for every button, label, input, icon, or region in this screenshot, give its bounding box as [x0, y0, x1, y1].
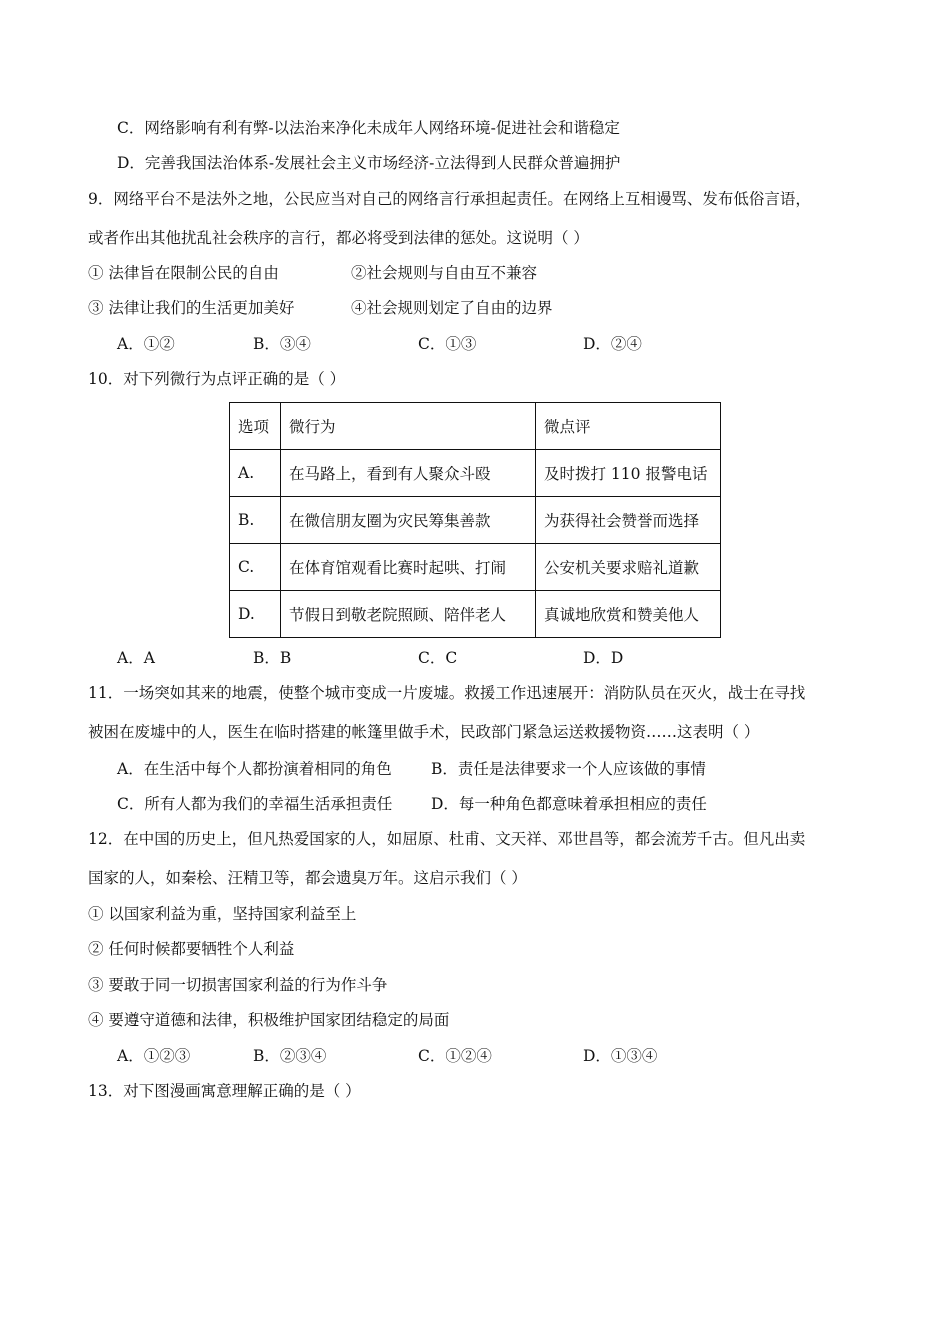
q12-choice-c[interactable]: C．①②④: [418, 1047, 492, 1065]
q9-statement-4: ④社会规则划定了自由的边界: [351, 299, 553, 317]
table-header-cell: 微行为: [281, 403, 536, 450]
q9-choice-c[interactable]: C．①③: [418, 335, 477, 353]
table-cell: A.: [230, 450, 281, 497]
table-row: [230, 450, 721, 497]
table-cell: 节假日到敬老院照顾、陪伴老人: [281, 591, 536, 638]
q11-option-b[interactable]: B．责任是法律要求一个人应该做的事情: [431, 760, 706, 778]
q10-choice-b[interactable]: B．B: [253, 649, 292, 667]
q11-stem-line1: 11．一场突如其来的地震，使整个城市变成一片废墟。救援工作迅速展开：消防队员在灭火，战士在寻找: [88, 684, 806, 702]
table-header-row: [230, 403, 721, 450]
table-header-cell: 微点评: [536, 403, 721, 450]
q13-stem: 13．对下图漫画寓意理解正确的是（ ）: [88, 1082, 361, 1100]
q9-statement-3: ③ 法律让我们的生活更加美好: [88, 299, 295, 317]
q11-option-c[interactable]: C．所有人都为我们的幸福生活承担责任: [117, 795, 393, 813]
table-cell: 公安机关要求赔礼道歉: [536, 544, 721, 591]
table-row: [230, 544, 721, 591]
table-cell: D.: [230, 591, 281, 638]
q11-option-d[interactable]: D．每一种角色都意味着承担相应的责任: [431, 795, 707, 813]
q9-stem-line2: 或者作出其他扰乱社会秩序的言行，都必将受到法律的惩处。这说明（ ）: [88, 229, 589, 247]
q9-statement-1: ① 法律旨在限制公民的自由: [88, 264, 279, 282]
q12-stem-line2: 国家的人，如秦桧、汪精卫等，都会遗臭万年。这启示我们（ ）: [88, 869, 527, 887]
q12-choice-a[interactable]: A．①②③: [117, 1047, 191, 1065]
q12-choice-b[interactable]: B．②③④: [253, 1047, 327, 1065]
q10-stem: 10．对下列微行为点评正确的是（ ）: [88, 370, 346, 388]
q11-stem-line2: 被困在废墟中的人，医生在临时搭建的帐篷里做手术，民政部门紧急运送救援物资……这表明（ ）: [88, 723, 760, 741]
q9-choice-a[interactable]: A．①②: [117, 335, 175, 353]
table-cell: 在体育馆观看比赛时起哄、打闹: [281, 544, 536, 591]
table-cell: 在马路上，看到有人聚众斗殴: [281, 450, 536, 497]
q12-choice-d[interactable]: D．①③④: [583, 1047, 658, 1065]
q9-choice-d[interactable]: D．②④: [583, 335, 642, 353]
table-cell: 及时拨打 110 报警电话: [536, 450, 721, 497]
q10-choice-c[interactable]: C．C: [418, 649, 458, 667]
table-cell: 真诚地欣赏和赞美他人: [536, 591, 721, 638]
table-cell: B.: [230, 497, 281, 544]
q12-statement-4: ④ 要遵守道德和法律，积极维护国家团结稳定的局面: [88, 1011, 450, 1029]
q12-statement-1: ① 以国家利益为重，坚持国家利益至上: [88, 905, 357, 923]
q12-statement-2: ② 任何时候都要牺牲个人利益: [88, 940, 295, 958]
q11-option-a[interactable]: A．在生活中每个人都扮演着相同的角色: [117, 760, 392, 778]
table-row: [230, 497, 721, 544]
q10-choice-a[interactable]: A．A: [117, 649, 155, 667]
table-cell: C.: [230, 544, 281, 591]
q8-option-c: C．网络影响有利有弊-以法治来净化未成年人网络环境-促进社会和谐稳定: [117, 119, 620, 137]
q9-stem-line1: 9．网络平台不是法外之地，公民应当对自己的网络言行承担起责任。在网络上互相谩骂、发布低俗言语，: [88, 190, 811, 208]
table-cell: 为获得社会赞誉而选择: [536, 497, 721, 544]
table-cell: 在微信朋友圈为灾民筹集善款: [281, 497, 536, 544]
q12-statement-3: ③ 要敢于同一切损害国家利益的行为作斗争: [88, 976, 388, 994]
q9-statement-2: ②社会规则与自由互不兼容: [351, 264, 538, 282]
q10-choice-d[interactable]: D．D: [583, 649, 624, 667]
q12-stem-line1: 12．在中国的历史上，但凡热爱国家的人，如屈原、杜甫、文天祥、邓世昌等，都会流芳千古。但凡出卖: [88, 830, 806, 848]
table-row: [230, 591, 721, 638]
q9-choice-b[interactable]: B．③④: [253, 335, 311, 353]
q10-table: [229, 402, 721, 638]
q8-option-d: D．完善我国法治体系-发展社会主义市场经济-立法得到人民群众普遍拥护: [117, 154, 621, 172]
table-header-cell: 选项: [230, 403, 281, 450]
